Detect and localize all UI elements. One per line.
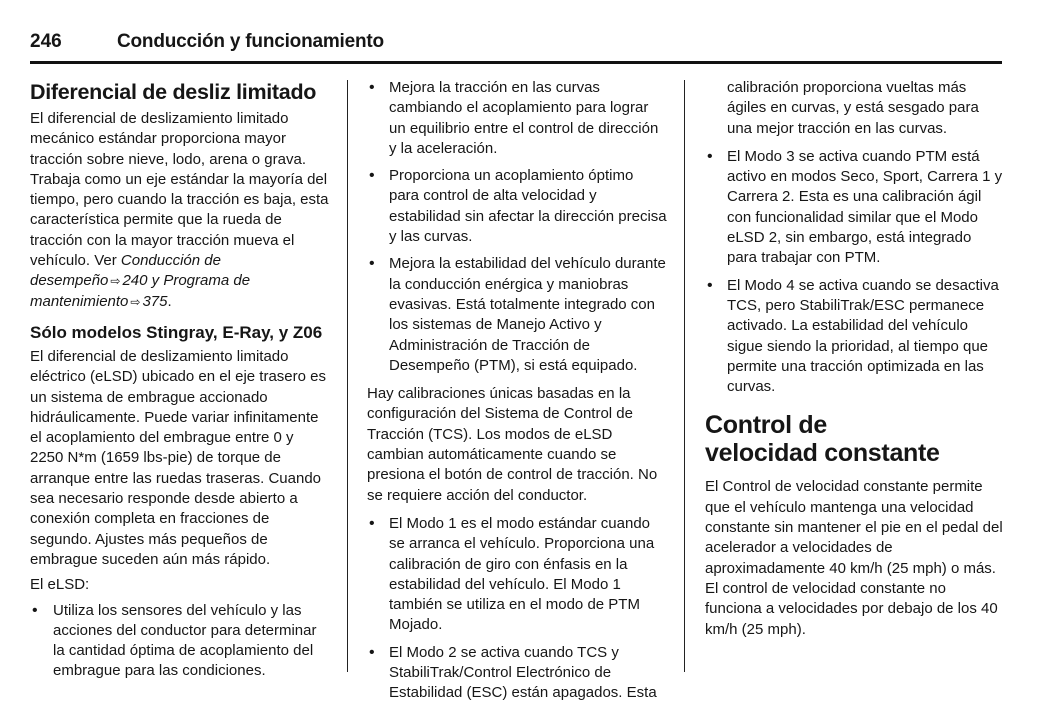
list-item: • Utiliza los sensores del vehículo y las acciones del conductor para determinar la cantidad óptima de acoplamiento del embrague para las condiciones. [30,601,330,682]
col2-bullet-list-b [367,514,667,704]
page-ref-arrow-icon: ⇨ [110,274,121,289]
col1-bullet-list [30,601,330,682]
continuation-text: calibración proporciona vueltas más ágiles en curvas, y está sesgado para una mejor tracción en las curvas. [727,79,979,137]
ref-and: y [151,272,160,290]
elsd-paragraph: El diferencial de deslizamiento limitado eléctrico (eLSD) ubicado en el eje trasero es un sistema de embrague accionado hidráulicamente. Puede variar infinitamente el acoplamiento del embrague entre 0 y 2250 N*m (1659 lbs-pie) de torque de arranque entre las ruedas traseras. Cuando sea necesario responde desde abierto a conexión completa en fracciones de segundo. Ajustes más pequeños de embrague suceden aún más rápido. [30,347,326,568]
page-ref-arrow-icon: ⇨ [130,294,141,309]
elsd-label: El eLSD: [30,576,90,594]
heading-line-2: velocidad constante [705,439,940,468]
col3-bullet-list [705,147,1005,398]
column-3 [705,78,1005,645]
col2-bullet-list-a [367,78,667,376]
ref-performance-driving[interactable]: Conducción de desempeño [30,252,221,290]
column-divider-1 [347,80,348,672]
intro-text: El diferencial de deslizamiento limitado mecánico estándar proporciona mayor tracción sobre nieve, lodo, arena o grava. Trabaja como un eje estándar la mayoría del tiempo, pero cuando la tracción es baja, esta característica permite que la rueda de tracción con la mayor tracción mueva el vehículo. Ver [30,110,329,270]
column-1 [30,79,330,690]
section-title: Conducción y funcionamiento [117,31,384,52]
cruise-control-paragraph: El Control de velocidad constante permite que el vehículo mantenga una velocidad constante sin mantener el pie en el pedal del acelerador a velocidades de aproximadamente 40 km/h (25 mph) o más. El control de velocidad constante no funciona a velocidades por debajo de los 40 km/h (25 mph). [705,478,1003,638]
ref-maintenance-schedule[interactable]: Programa de mantenimiento [30,272,251,310]
list-item: • El Modo 4 se activa cuando se desactiva TCS, pero StabiliTrak/ESC permanece activado. La estabilidad del vehículo sigue siendo la prioridad, al tiempo que permite una tracción optimizada en las curvas. [705,276,1005,398]
heading-cruise-control [705,411,1005,467]
intro-paragraph: El diferencial de deslizamiento limitado mecánico estándar proporciona mayor tracción sobre nieve, lodo, arena o grava. Trabaja como un eje estándar la mayoría del tiempo, pero cuando la tracción es baja, esta característica permite que la rueda de tracción con la mayor tracción mueva el vehículo. Ver Conducción de desempeño ⇨ 240 y Programa de mantenimiento ⇨ 375. [30,110,329,310]
list-item: • El Modo 3 se activa cuando PTM está activo en modos Seco, Sport, Carrera 1 y Carrera 2. Esta es una calibración ágil con funcionalidad similar que el Modo eLSD 2, sin embargo, está integrado para trabajar con PTM. [705,147,1005,269]
subheading-models: Sólo modelos Stingray, E-Ray, y Z06 [30,322,323,342]
tcs-paragraph: Hay calibraciones únicas basadas en la configuración del Sistema de Control de Tracción (TCS). Los modos de eLSD cambian automáticamente cuando se presiona el botón de control de tracción. No se requiere acción del conductor. [367,385,658,504]
list-item: • El Modo 1 es el modo estándar cuando se arranca el vehículo. Proporciona una calibración de giro con énfasis en la estabilidad del vehículo. El Modo 1 también se utiliza en el modo de PTM Mojado. [367,514,667,636]
heading-limited-slip: Diferencial de desliz limitado [30,80,317,104]
list-item: • Proporciona un acoplamiento óptimo para control de alta velocidad y estabilidad sin afectar la dirección precisa y las curvas. [367,166,667,247]
ref-page-240[interactable]: 240 [122,272,148,290]
ref-page-375[interactable]: 375 [142,292,168,310]
column-divider-2 [684,80,685,672]
header-rule [30,61,1002,64]
column-2 [367,78,667,712]
page-number: 246 [30,31,62,52]
list-item: • El Modo 2 se activa cuando TCS y StabiliTrak/Control Electrónico de Estabilidad (ESC) están apagados. Esta [367,643,667,704]
list-item: • Mejora la tracción en las curvas cambiando el acoplamiento para lograr un equilibrio entre el control de dirección y la aceleración. [367,78,667,159]
list-item: • Mejora la estabilidad del vehículo durante la conducción enérgica y maniobras evasivas. Está totalmente integrado con los sistemas de Manejo Activo y Administración de Tracción de Desempeño (PTM), si está equipado. [367,254,667,376]
heading-line-1: Control de [705,411,827,440]
